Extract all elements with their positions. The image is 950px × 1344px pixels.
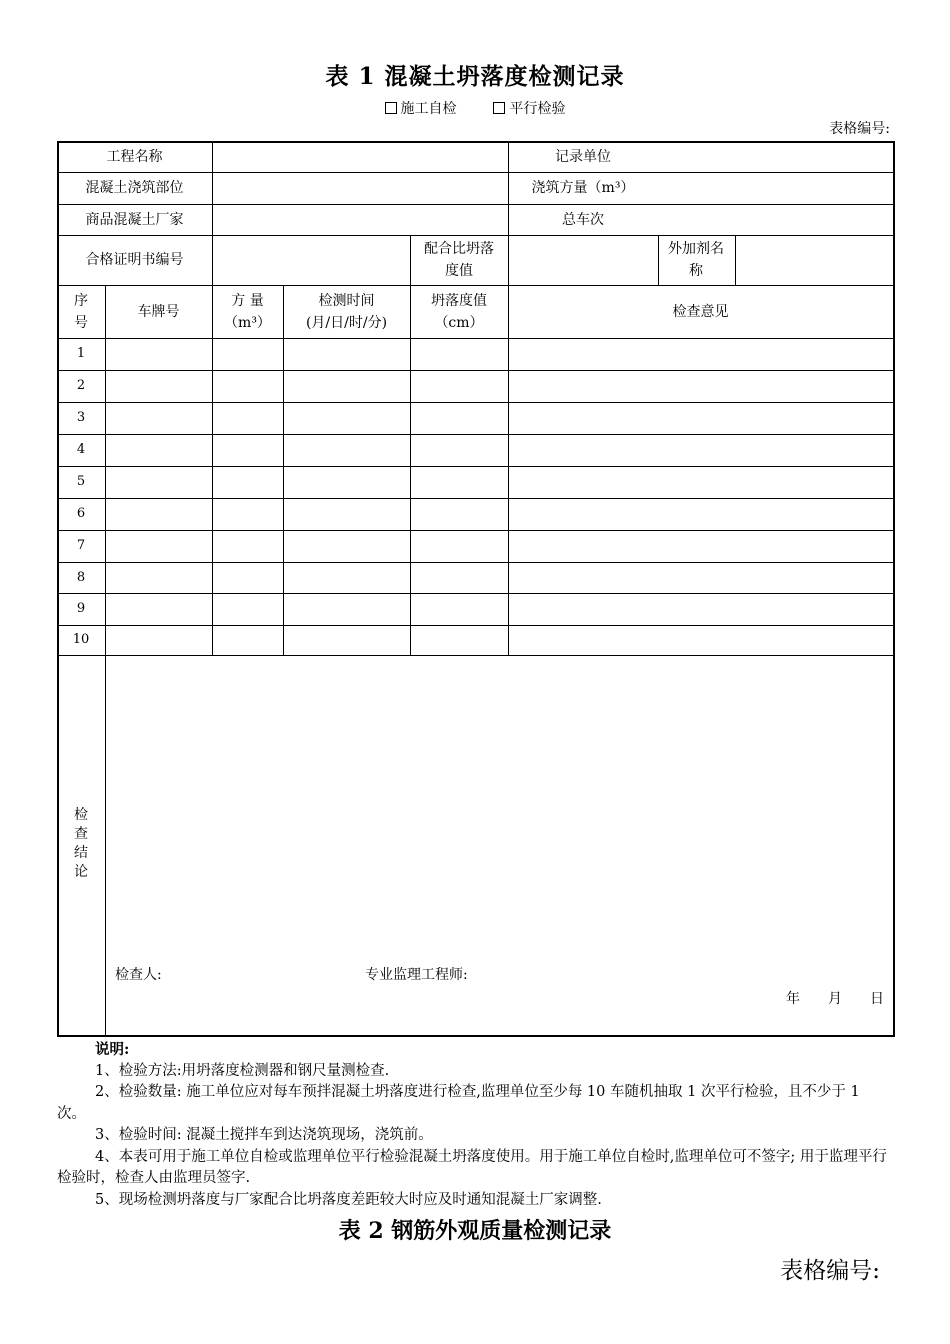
row-number: 5 xyxy=(76,474,86,489)
grid-line xyxy=(57,466,893,467)
row-number: 6 xyxy=(76,506,86,521)
notes-heading: 说明: xyxy=(95,1041,130,1058)
row-number: 7 xyxy=(76,538,86,553)
row-number: 8 xyxy=(76,569,86,585)
grid-line xyxy=(57,402,893,403)
inspector-label: 检查人: xyxy=(115,967,162,983)
parallel-check-checkbox[interactable] xyxy=(493,102,505,114)
record-unit-label: 记录单位 xyxy=(555,149,611,165)
page-title: 表 1 混凝土坍落度检测记录 xyxy=(325,63,625,90)
row-number: 1 xyxy=(76,346,86,361)
total-trucks-label: 总车次 xyxy=(562,211,604,228)
certificate-no-field[interactable] xyxy=(212,235,410,285)
grid-line xyxy=(57,370,893,371)
supervisor-label: 专业监理工程师: xyxy=(365,967,468,983)
plate-header: 车牌号 xyxy=(137,303,180,320)
grid-line xyxy=(212,285,213,655)
mix-slump-label: 配合比坍落度值 xyxy=(424,241,494,279)
grid-line xyxy=(57,338,893,339)
grid-line xyxy=(658,235,659,285)
grid-line xyxy=(893,141,895,1037)
opinion-header: 检查意见 xyxy=(672,303,729,320)
row-number: 3 xyxy=(76,410,86,425)
admixture-field[interactable] xyxy=(735,235,893,285)
grid-line xyxy=(57,498,893,499)
grid-line xyxy=(283,285,284,655)
pour-volume-field[interactable] xyxy=(658,172,893,204)
grid-line xyxy=(57,625,893,626)
project-name-field[interactable] xyxy=(212,142,508,172)
admixture-label: 外加剂名称 xyxy=(668,241,724,279)
row-number: 9 xyxy=(76,601,86,616)
form-number-label: 表格编号: xyxy=(829,121,890,137)
conclusion-field[interactable] xyxy=(105,655,893,955)
pour-location-field[interactable] xyxy=(212,172,508,204)
note-item: 5、现场检测坍落度与厂家配合比坍落度差距较大时应及时通知混凝土厂家调整. xyxy=(95,1191,602,1208)
self-check-checkbox[interactable] xyxy=(385,102,397,114)
note-item: 3、检验时间: 混凝土搅拌车到达浇筑现场，浇筑前。 xyxy=(95,1127,433,1143)
grid-line xyxy=(57,562,893,563)
grid-line xyxy=(410,235,411,285)
table2-form-number-label: 表格编号: xyxy=(780,1258,880,1284)
inspection-type-options xyxy=(0,98,950,118)
notes-section xyxy=(57,1039,893,1211)
concrete-plant-field[interactable] xyxy=(212,204,508,235)
row-number: 10 xyxy=(72,632,90,647)
record-unit-field[interactable] xyxy=(658,142,893,172)
note-item: 4、本表可用于施工单位自检或监理单位平行检验混凝土坍落度使用。用于施工单位自检时,监理单位可不签字; 用于监理平行检验时，检查人由监理员签字. xyxy=(57,1148,887,1186)
table2-title: 表 2 钢筋外观质量检测记录 xyxy=(338,1218,612,1244)
grid-line xyxy=(57,593,893,594)
time-header xyxy=(283,285,410,338)
grid-line xyxy=(508,285,509,655)
row-number: 4 xyxy=(76,442,86,457)
seq-header: 序 号 xyxy=(74,292,88,331)
time-header-line1: 检测时间 xyxy=(318,292,375,309)
grid-line xyxy=(57,434,893,435)
volume-header-line1: 方 量 xyxy=(231,292,264,309)
pour-volume-label: 浇筑方量（m³） xyxy=(531,180,635,196)
volume-header-unit: （m³） xyxy=(224,314,271,331)
certificate-no-label: 合格证明书编号 xyxy=(85,252,184,268)
grid-line xyxy=(410,285,411,655)
parallel-check-label: 平行检验 xyxy=(509,101,566,117)
mix-slump-field[interactable] xyxy=(508,235,658,285)
slump-header xyxy=(410,285,508,338)
project-name-label: 工程名称 xyxy=(106,149,163,165)
pour-location-label: 混凝土浇筑部位 xyxy=(85,180,184,196)
self-check-label: 施工自检 xyxy=(400,101,457,117)
date-year-label: 年 xyxy=(786,991,800,1007)
total-trucks-field[interactable] xyxy=(658,204,893,235)
concrete-plant-label: 商品混凝土厂家 xyxy=(85,211,184,228)
row-number: 2 xyxy=(76,378,86,393)
volume-header xyxy=(212,285,283,338)
time-header-format: (月/日/时/分) xyxy=(305,314,388,331)
grid-line xyxy=(57,1035,895,1037)
slump-header-line1: 坍落度值 xyxy=(431,292,487,309)
slump-header-unit: （cm） xyxy=(434,314,484,331)
grid-line xyxy=(57,530,893,531)
date-month-label: 月 xyxy=(828,991,842,1007)
note-item: 1、检验方法:用坍落度检测器和钢尺量测检查. xyxy=(95,1062,390,1079)
conclusion-label: 检 查 结 论 xyxy=(74,807,88,880)
date-day-label: 日 xyxy=(870,991,884,1007)
note-item: 2、检验数量: 施工单位应对每车预拌混凝土坍落度进行检查,监理单位至少每 10 车随机抽取 1 次平行检验，且不少于 1 次。 xyxy=(57,1084,860,1122)
